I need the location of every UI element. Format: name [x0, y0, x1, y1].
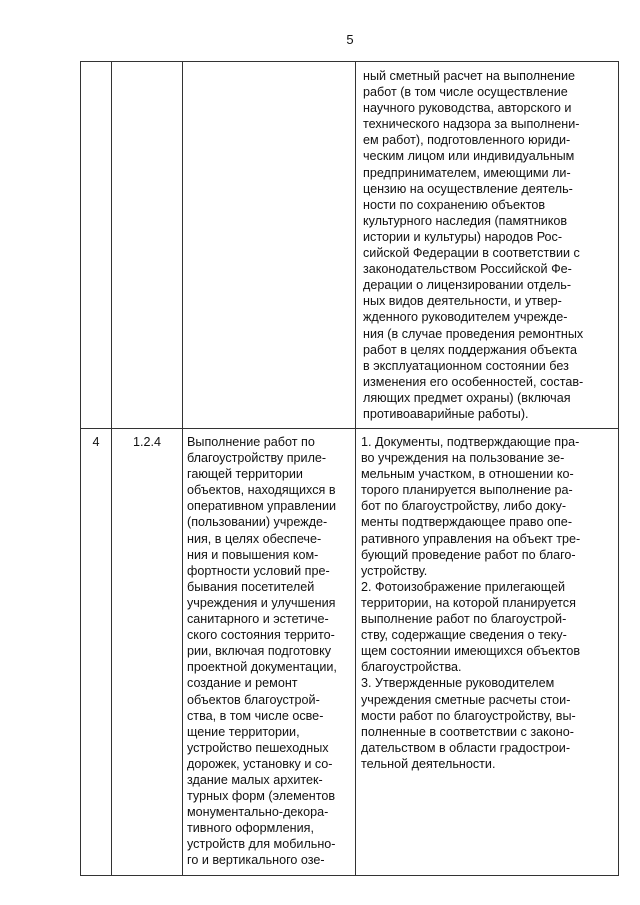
text-line: мости работ по благоустройству, вы- [361, 708, 576, 723]
text-line: ния (в случае проведения ремонтных [363, 326, 584, 341]
text-line: торого планируется выполнение ра- [361, 483, 573, 498]
text-line: предпринимателем, имеющими ли- [363, 165, 571, 180]
text-line: тельной деятельности. [361, 756, 496, 771]
text-line: работ в целях поддержания объекта [363, 342, 577, 357]
text-line: работ (в том числе осуществление [363, 85, 568, 100]
text-line: учреждения сметные расчеты стои- [361, 692, 571, 707]
text-line: учреждения и улучшения [187, 595, 336, 610]
text-line: устройств для мобильно- [187, 837, 336, 852]
text-line: 1. Документы, подтверждающие пра- [361, 435, 580, 449]
text-line: полненные в соответствии с законо- [361, 724, 574, 739]
work-description-cell [183, 62, 356, 429]
text-line: санитарного и эстетиче- [187, 612, 329, 627]
required-documents-cell [356, 429, 619, 876]
text-line: ный сметный расчет на выполнение [363, 69, 576, 83]
item-code-cell: 1.2.4 [112, 429, 183, 876]
text-line: (пользовании) учрежде- [187, 515, 328, 530]
table-row [81, 62, 619, 429]
text-line: бот по благоустройству, либо доку- [361, 499, 567, 514]
text-line: территории, на которой планируется [361, 595, 576, 610]
text-line: дерации о лицензировании отдель- [363, 278, 572, 293]
text-line: рии, включая подготовку [187, 644, 332, 659]
text-line: устройство пешеходных [187, 740, 329, 755]
text-line: изменения его особенностей, состав- [363, 374, 584, 389]
text-line: ности по сохранению объектов [363, 197, 546, 212]
text-line: дорожек, установку и со- [187, 756, 333, 771]
row-number-cell: 4 [81, 429, 112, 876]
text-line: благоустройству приле- [187, 451, 327, 466]
text-line: цензию на осуществление деятель- [363, 181, 573, 196]
text-line: ративного управления на объект тре- [361, 531, 581, 546]
text-line: объектов благоустрой- [187, 692, 320, 707]
text-line: ству, содержащие сведения о теку- [361, 628, 567, 643]
text-line: Выполнение работ по [187, 435, 315, 449]
text-line: в эксплуатационном состоянии без [363, 358, 569, 373]
text-line: создание и ремонт [187, 676, 298, 691]
text-line: ния и повышения ком- [187, 547, 319, 562]
text-line: противоаварийные работы). [363, 406, 529, 421]
text-line: фортности условий пре- [187, 563, 330, 578]
text-line: ческим лицом или индивидуальным [363, 149, 575, 164]
text-line: сийской Федерации в соответствии с [363, 246, 580, 261]
text-line: тивного оформления, [187, 821, 314, 836]
text-line: во учреждения на пользование зе- [361, 451, 565, 466]
text-line: монументально-декора- [187, 805, 329, 820]
text-line: го и вертикального озе- [187, 853, 325, 868]
text-line: здание малых архитек- [187, 772, 323, 787]
text-line: ем работ), подготовленного юриди- [363, 133, 571, 148]
document-table [80, 61, 619, 876]
work-description-cell [183, 429, 356, 876]
page-number: 5 [346, 32, 354, 47]
text-line: жденного руководителем учрежде- [363, 310, 568, 325]
text-line: 2. Фотоизображение прилегающей [361, 579, 565, 594]
text-line: проектной документации, [187, 660, 337, 675]
text-line: дательством в области градострои- [361, 740, 571, 755]
text-line: ства, в том числе осве- [187, 708, 324, 723]
text-line: щем состоянии имеющихся объектов [361, 644, 581, 659]
text-line: ского состояния террито- [187, 628, 335, 643]
text-line: мельным участком, в отношении ко- [361, 467, 574, 482]
text-line: бующий проведение работ по благо- [361, 547, 576, 562]
text-line: ния, в целях обеспече- [187, 531, 322, 546]
text-line: менты подтверждающее право опе- [361, 515, 573, 530]
text-line: оперативном управлении [187, 499, 337, 514]
text-line: щение территории, [187, 724, 300, 739]
text-line: объектов, находящихся в [187, 483, 336, 498]
text-line: научного руководства, авторского и [363, 101, 572, 116]
text-line: выполнение работ по благоустрой- [361, 612, 567, 627]
text-line: гающей территории [187, 467, 303, 482]
text-line: бывания посетителей [187, 579, 315, 594]
required-documents-cell [356, 62, 619, 429]
text-line: технического надзора за выполнени- [363, 117, 580, 132]
text-line: ляющих предмет охраны) (включая [363, 390, 571, 405]
text-line: турных форм (элементов [187, 789, 336, 804]
text-line: 3. Утвержденные руководителем [361, 676, 555, 691]
table-row [81, 429, 619, 876]
item-code-cell [112, 62, 183, 429]
text-line: устройству. [361, 563, 428, 578]
text-line: законодательством Российской Фе- [363, 262, 572, 277]
row-number-cell [81, 62, 112, 429]
text-line: ных видов деятельности, и утвер- [363, 294, 562, 309]
text-line: культурного наследия (памятников [363, 213, 568, 228]
text-line: истории и культуры) народов Рос- [363, 229, 563, 244]
text-line: благоустройства. [361, 660, 462, 675]
